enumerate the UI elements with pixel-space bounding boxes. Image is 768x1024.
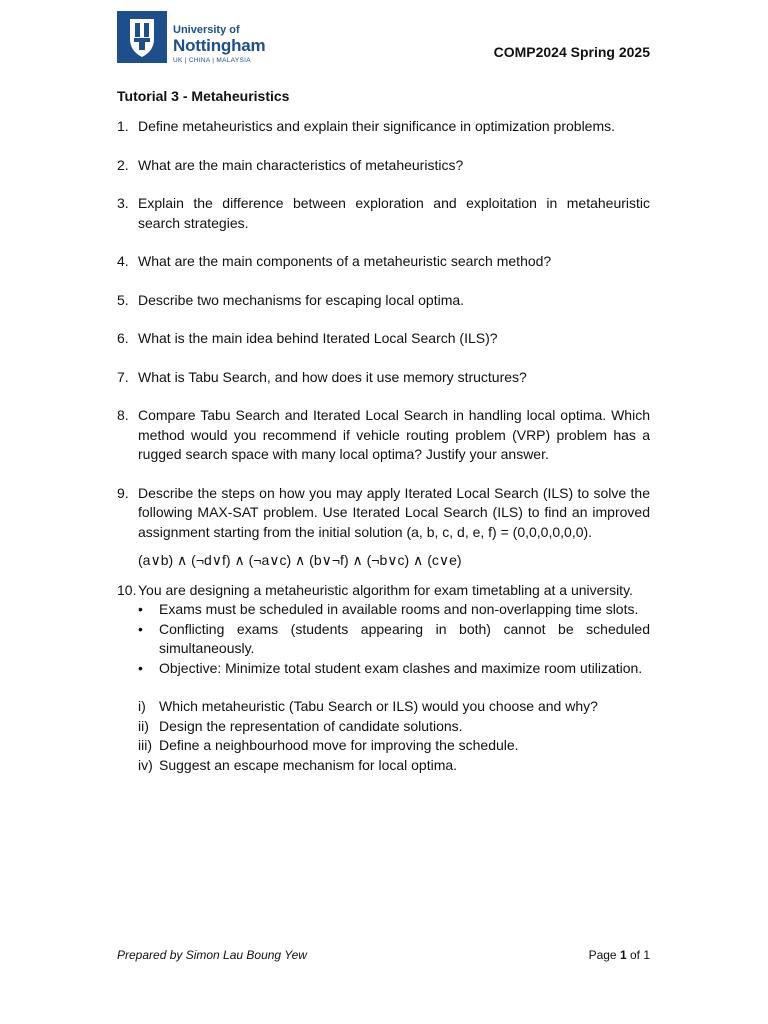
logo-line-2: Nottingham bbox=[173, 36, 266, 55]
tutorial-title: Tutorial 3 - Metaheuristics bbox=[117, 88, 290, 104]
question-1 bbox=[117, 117, 650, 137]
question-5 bbox=[117, 291, 650, 311]
list-item: • Objective: Minimize total student exam clashes and maximize room utilization. bbox=[138, 659, 650, 679]
crest-icon bbox=[117, 11, 167, 63]
question-text: What are the main characteristics of metaheuristics? bbox=[138, 156, 464, 173]
question-number: 1. bbox=[117, 118, 129, 134]
subquestion: iii) Define a neighbourhood move for improving the schedule. bbox=[138, 737, 519, 753]
question-text: Define metaheuristics and explain their significance in optimization problems. bbox=[138, 118, 616, 134]
bullet-icon: • bbox=[138, 620, 143, 637]
logo-line-1: University of bbox=[173, 24, 240, 36]
question-number: 9. bbox=[117, 484, 129, 501]
footer-author: Prepared by Simon Lau Boung Yew bbox=[117, 948, 307, 962]
question-number: 3. bbox=[117, 195, 129, 211]
question-text: Describe two mechanisms for escaping local optima. bbox=[138, 291, 465, 308]
question-6 bbox=[117, 329, 650, 349]
question-9 bbox=[117, 484, 650, 571]
subquestion-list bbox=[138, 697, 650, 775]
question-text: Describe the steps on how you may apply Iterated Local Search (ILS) to solve the following MAX-SAT problem. Use Iterated Local Search (ILS) to find an improved assignment starting from the initial solution (a, b, c, d, e, f) = (0,0,0,0,0,0). bbox=[138, 484, 650, 540]
question-2 bbox=[117, 156, 650, 176]
page-number: Page 1 of 1 bbox=[588, 948, 650, 962]
question-text: Explain the difference between exploration and exploitation in metaheuristic search strategies. bbox=[138, 195, 650, 231]
question-text: Compare Tabu Search and Iterated Local Search in handling local optima. Which method would you recommend if vehicle routing problem (VRP) problem has a rugged search space with many local optima? Justify your answer. bbox=[138, 407, 650, 462]
question-number: 4. bbox=[117, 253, 129, 269]
question-8 bbox=[117, 406, 650, 465]
max-sat-formula: (a∨b) ∧ (¬d∨f) ∧ (¬a∨c) ∧ (b∨¬f) ∧ (¬b∨c) ∧ (c∨e) bbox=[138, 552, 462, 568]
question-number: 5. bbox=[117, 291, 129, 308]
subquestion: ii) Design the representation of candidate solutions. bbox=[138, 717, 463, 734]
question-10 bbox=[117, 581, 650, 776]
bullet-icon: • bbox=[138, 659, 143, 676]
subquestion: iv) Suggest an escape mechanism for local optima. bbox=[138, 756, 458, 773]
logo-line-3: UK | CHINA | MALAYSIA bbox=[173, 57, 251, 64]
question-number: 7. bbox=[117, 368, 129, 385]
question-text: You are designing a metaheuristic algorithm for exam timetabling at a university. bbox=[138, 581, 633, 598]
course-code: COMP2024 Spring 2025 bbox=[493, 44, 650, 60]
question-text: What is the main idea behind Iterated Local Search (ILS)? bbox=[138, 330, 498, 346]
question-number: 2. bbox=[117, 156, 129, 173]
question-text: What is Tabu Search, and how does it use memory structures? bbox=[138, 368, 527, 385]
question-number: 8. bbox=[117, 407, 129, 423]
question-number: 10. bbox=[117, 581, 137, 598]
university-logo bbox=[117, 11, 265, 65]
list-item: • Exams must be scheduled in available rooms and non-overlapping time slots. bbox=[138, 600, 650, 620]
subquestion: i) Which metaheuristic (Tabu Search or ILS) would you choose and why? bbox=[138, 698, 598, 714]
question-number: 6. bbox=[117, 330, 129, 346]
question-7 bbox=[117, 368, 650, 388]
constraint-list bbox=[138, 600, 650, 678]
question-3 bbox=[117, 194, 650, 233]
question-text: What are the main components of a metaheuristic search method? bbox=[138, 253, 552, 269]
question-list bbox=[117, 117, 650, 794]
bullet-icon: • bbox=[138, 601, 143, 617]
list-item: • Conflicting exams (students appearing in both) cannot be scheduled simultaneously. bbox=[138, 620, 650, 659]
question-4 bbox=[117, 252, 650, 272]
